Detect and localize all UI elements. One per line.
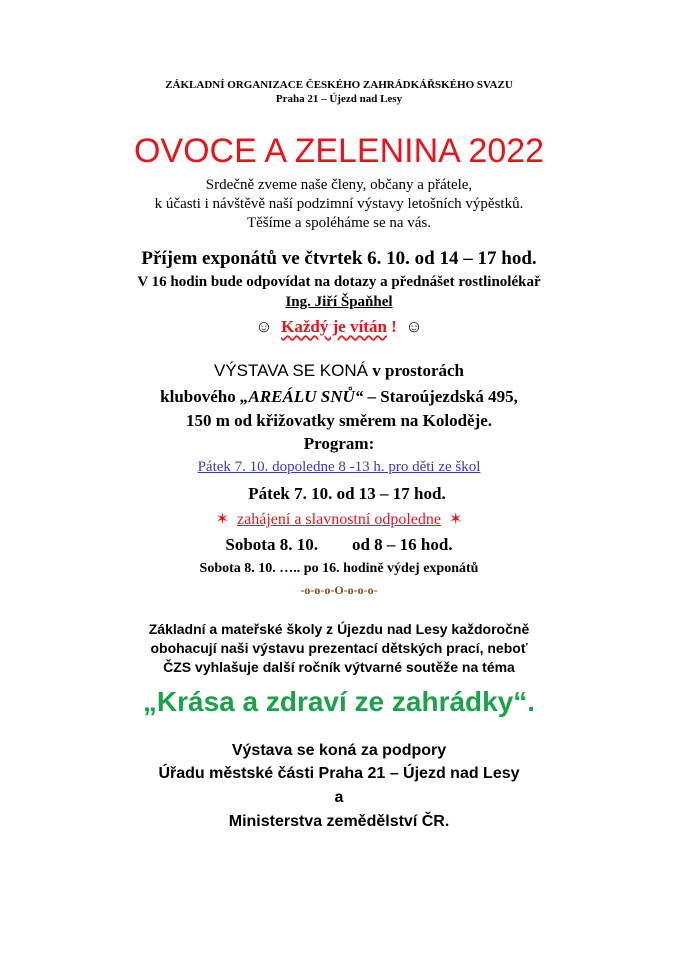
star-icon: ✶ xyxy=(215,511,230,528)
page-title: OVOCE A ZELENINA 2022 xyxy=(133,132,545,170)
schools-line-3: ČZS vyhlašuje další ročník výtvarné soutěže na téma xyxy=(163,659,515,675)
venue-lead-rest: v prostorách xyxy=(367,361,464,380)
competition-theme: „Krása a zdraví ze zahrádky“. xyxy=(142,686,536,717)
venue-line-2 xyxy=(0,387,678,407)
venue-line-3: 150 m od křižovatky směrem na Koloděje. xyxy=(185,411,493,430)
opening-text: zahájení a slavnostní odpoledne xyxy=(237,511,441,528)
support-line-2: Úřadu městské části Praha 21 – Újezd nad Lesy xyxy=(158,765,520,782)
welcome-exclamation: ! xyxy=(391,317,397,336)
schools-line-1: Základní a mateřské školy z Újezdu nad Lesy každoročně xyxy=(148,621,530,637)
speaker-intro: V 16 hodin bude odpovídat na dotazy a přednášet rostlinolékař xyxy=(137,274,541,290)
welcome-text: Každý je vítán xyxy=(281,317,387,336)
org-name: ZÁKLADNÍ ORGANIZACE ČESKÉHO ZAHRÁDKÁŘSKÉHO SVAZU xyxy=(165,79,513,91)
star-icon: ✶ xyxy=(448,511,463,528)
schools-line-2: obohacují naši výstavu prezentací dětských prací, neboť xyxy=(150,640,528,656)
reception-line: Příjem exponátů ve čtvrtek 6. 10. od 14 – 17 hod. xyxy=(141,248,537,269)
venue-name: „AREÁLU SNŮ“ xyxy=(239,387,364,406)
invite-line-3: Těšíme a spoléháme se na vás. xyxy=(246,215,432,231)
speaker-name: Ing. Jiří Špaňhel xyxy=(285,294,393,310)
invite-line-1: Srdečně zveme naše členy, občany a přátele, xyxy=(205,177,473,193)
invite-line-2: k účasti i návštěvě naší podzimní výstavy letošních výpěstků. xyxy=(154,196,524,212)
program-pickup: Sobota 8. 10. ….. po 16. hodině výdej exponátů xyxy=(199,561,479,576)
program-friday-afternoon: Pátek 7. 10. od 13 – 17 hod. xyxy=(248,484,446,503)
saturday-hours: od 8 – 16 hod. xyxy=(351,535,453,554)
venue-address: – Staroújezdská 495, xyxy=(363,387,518,406)
support-line-1: Výstava se koná za podpory xyxy=(231,742,447,759)
smiley-icon: ☺ xyxy=(255,317,273,336)
section-divider: -o-o-o-O-o-o-o- xyxy=(300,583,378,597)
support-line-4: Ministerstva zemědělství ČR. xyxy=(228,813,450,830)
welcome-line xyxy=(0,317,678,337)
smiley-icon: ☺ xyxy=(405,317,423,336)
program-heading: Program: xyxy=(303,434,375,453)
org-location: Praha 21 – Újezd nad Lesy xyxy=(275,93,403,105)
program-opening xyxy=(0,509,678,529)
venue-prefix: klubového xyxy=(160,387,240,406)
venue-lead: VÝSTAVA SE KONÁ xyxy=(213,361,368,380)
venue-line-1 xyxy=(0,361,678,381)
program-friday-morning: Pátek 7. 10. dopoledne 8 -13 h. pro děti ze škol xyxy=(197,459,481,475)
saturday-date: Sobota 8. 10. xyxy=(225,535,318,554)
program-saturday xyxy=(0,535,678,555)
support-line-3: a xyxy=(334,789,344,806)
